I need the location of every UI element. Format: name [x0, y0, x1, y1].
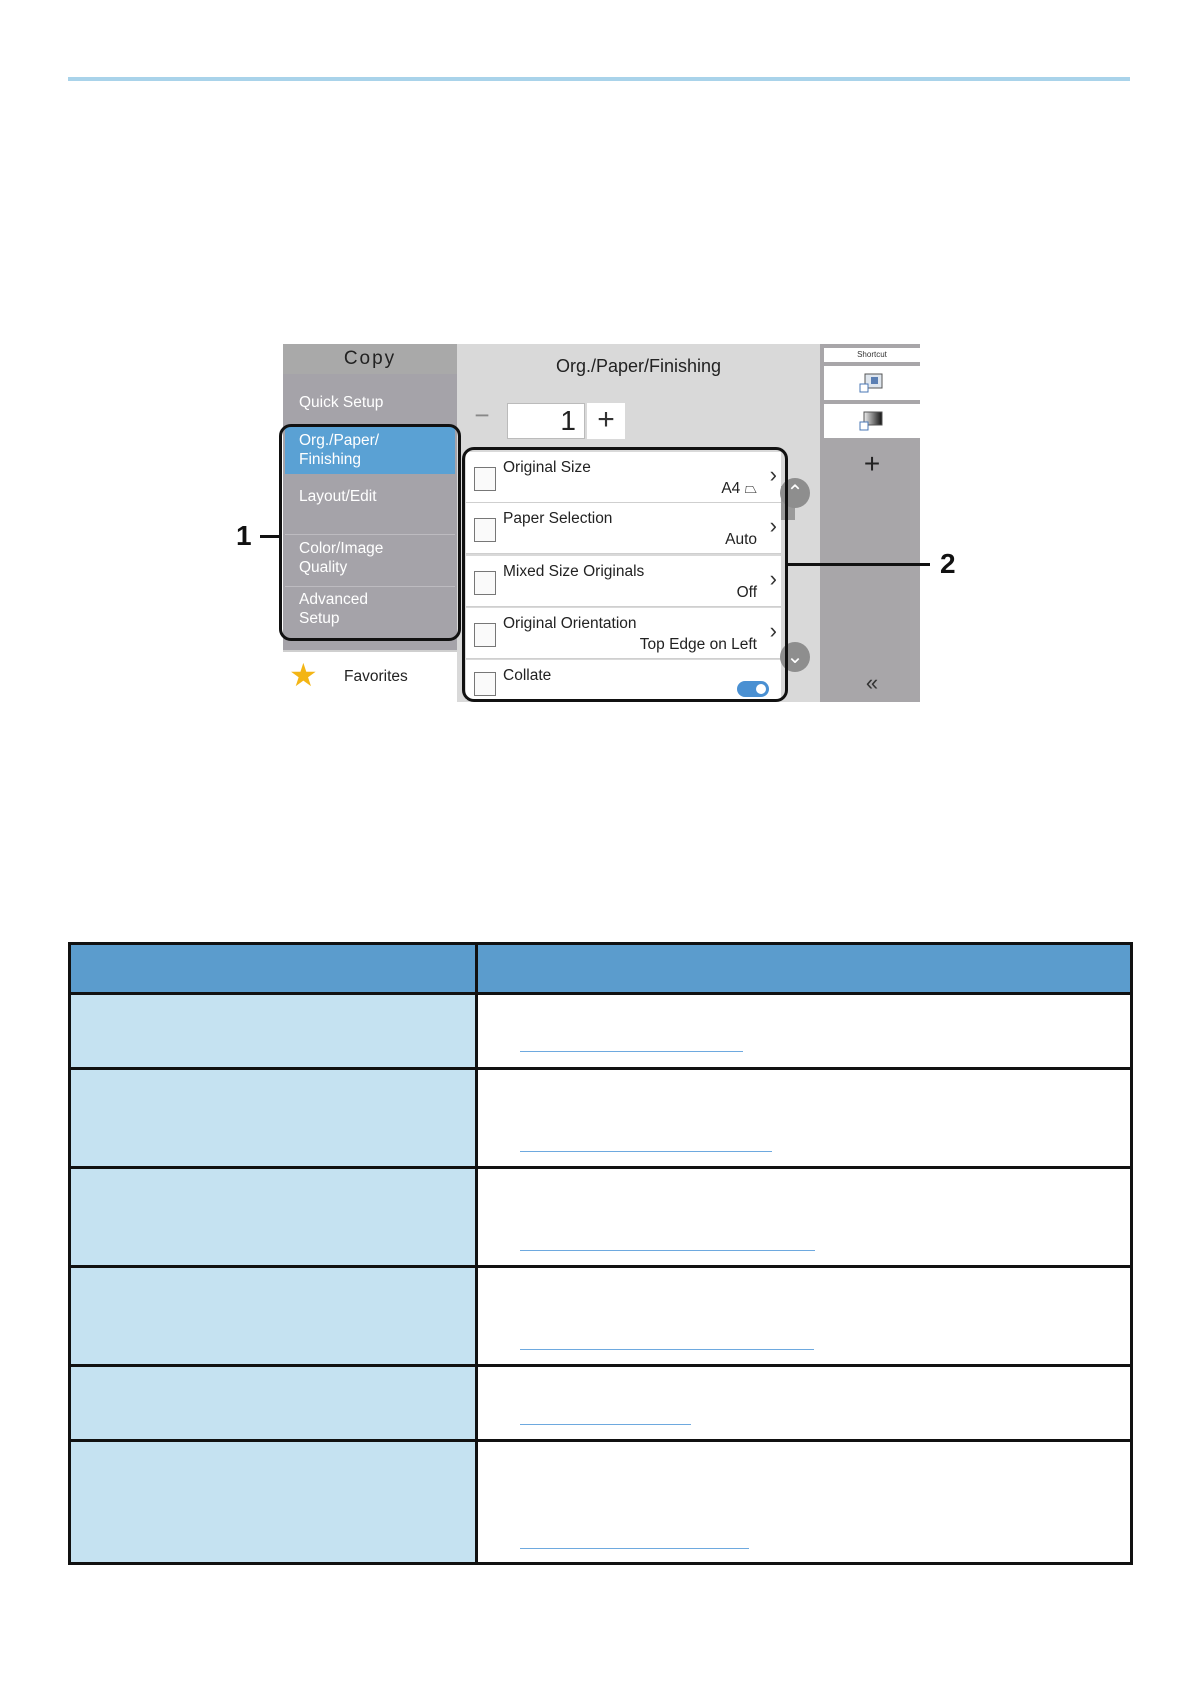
increase-copies-button[interactable]: + [587, 403, 625, 439]
table-key-cell [70, 994, 477, 1069]
description-table [68, 942, 1130, 1565]
table-key-cell [70, 1069, 477, 1168]
table-key-cell [70, 1441, 477, 1564]
favorites-button[interactable] [283, 650, 457, 702]
table-value-cell [477, 1441, 1132, 1564]
reference-link[interactable] [520, 1424, 691, 1425]
nav-item-color-image-quality[interactable]: Color/Image Quality [299, 540, 384, 576]
chevron-right-icon: › [769, 513, 777, 538]
shortcut-panel [820, 344, 920, 702]
nav-item-advanced-setup[interactable]: Advanced Setup [299, 591, 368, 627]
table-row [70, 1168, 1132, 1267]
scroll-down-icon[interactable]: ⌄ [780, 642, 810, 672]
table-value-cell [477, 1168, 1132, 1267]
panel-title: Org./Paper/Finishing [555, 356, 722, 376]
nav-item-org-paper-finishing[interactable]: Org./Paper/ Finishing [285, 426, 455, 474]
callout-number-1: 1 [236, 520, 252, 551]
shortcut-button-1[interactable] [824, 366, 920, 400]
setting-label: Original Size [503, 459, 591, 476]
setting-value: Off [736, 584, 757, 601]
page-header-rule [68, 77, 1130, 81]
table-header-cell [477, 944, 1132, 994]
reference-link[interactable] [520, 1151, 772, 1152]
table-value-cell [477, 1366, 1132, 1441]
table-row [70, 1069, 1132, 1168]
table-row [70, 1441, 1132, 1564]
chevron-right-icon: › [769, 462, 777, 487]
copy-title: Copy [283, 344, 457, 374]
table-row [70, 1366, 1132, 1441]
shortcut-page-icon [858, 372, 884, 394]
callout-leader-2 [788, 563, 930, 566]
reference-link[interactable] [520, 1051, 743, 1052]
shortcut-button-2[interactable] [824, 404, 920, 438]
nav-item-quick-setup[interactable]: Quick Setup [299, 394, 384, 411]
copies-field[interactable]: 1 [507, 403, 585, 439]
reference-link[interactable] [520, 1548, 749, 1549]
favorites-label: Favorites [344, 668, 408, 685]
table-key-cell [70, 1366, 477, 1441]
table-row [70, 1267, 1132, 1366]
setting-label: Original Orientation [503, 615, 637, 632]
callout-leader-1 [260, 535, 280, 538]
setting-value: A4 ⏢ [721, 480, 757, 497]
chevron-right-icon: › [769, 618, 777, 643]
setting-value: Auto [725, 531, 757, 548]
scroll-up-icon[interactable]: ⌃ [780, 478, 810, 508]
table-row [70, 994, 1132, 1069]
setting-label: Paper Selection [503, 510, 613, 527]
setting-label: Mixed Size Originals [503, 563, 645, 580]
shortcut-gradient-icon [858, 410, 884, 432]
nav-item-layout-edit[interactable]: Layout/Edit [299, 488, 377, 505]
add-shortcut-button[interactable]: + [863, 448, 881, 479]
table-value-cell [477, 1267, 1132, 1366]
collapse-panel-icon[interactable]: « [865, 670, 879, 695]
table-value-cell [477, 994, 1132, 1069]
setting-label: Collate [503, 667, 552, 684]
decrease-copies-button[interactable]: − [474, 400, 490, 430]
table-key-cell [70, 1267, 477, 1366]
table-value-cell [477, 1069, 1132, 1168]
table-header-row [70, 944, 1132, 994]
shortcut-label: Shortcut [824, 348, 920, 362]
callout-number-2: 2 [940, 548, 956, 579]
chevron-right-icon: › [769, 566, 777, 591]
table-key-cell [70, 1168, 477, 1267]
reference-link[interactable] [520, 1349, 814, 1350]
setting-value: Top Edge on Left [639, 636, 757, 653]
star-icon: ★ [289, 657, 318, 693]
table-header-cell [70, 944, 477, 994]
callout-frame-1 [279, 424, 461, 641]
reference-link[interactable] [520, 1250, 815, 1251]
callout-frame-2 [462, 447, 788, 702]
